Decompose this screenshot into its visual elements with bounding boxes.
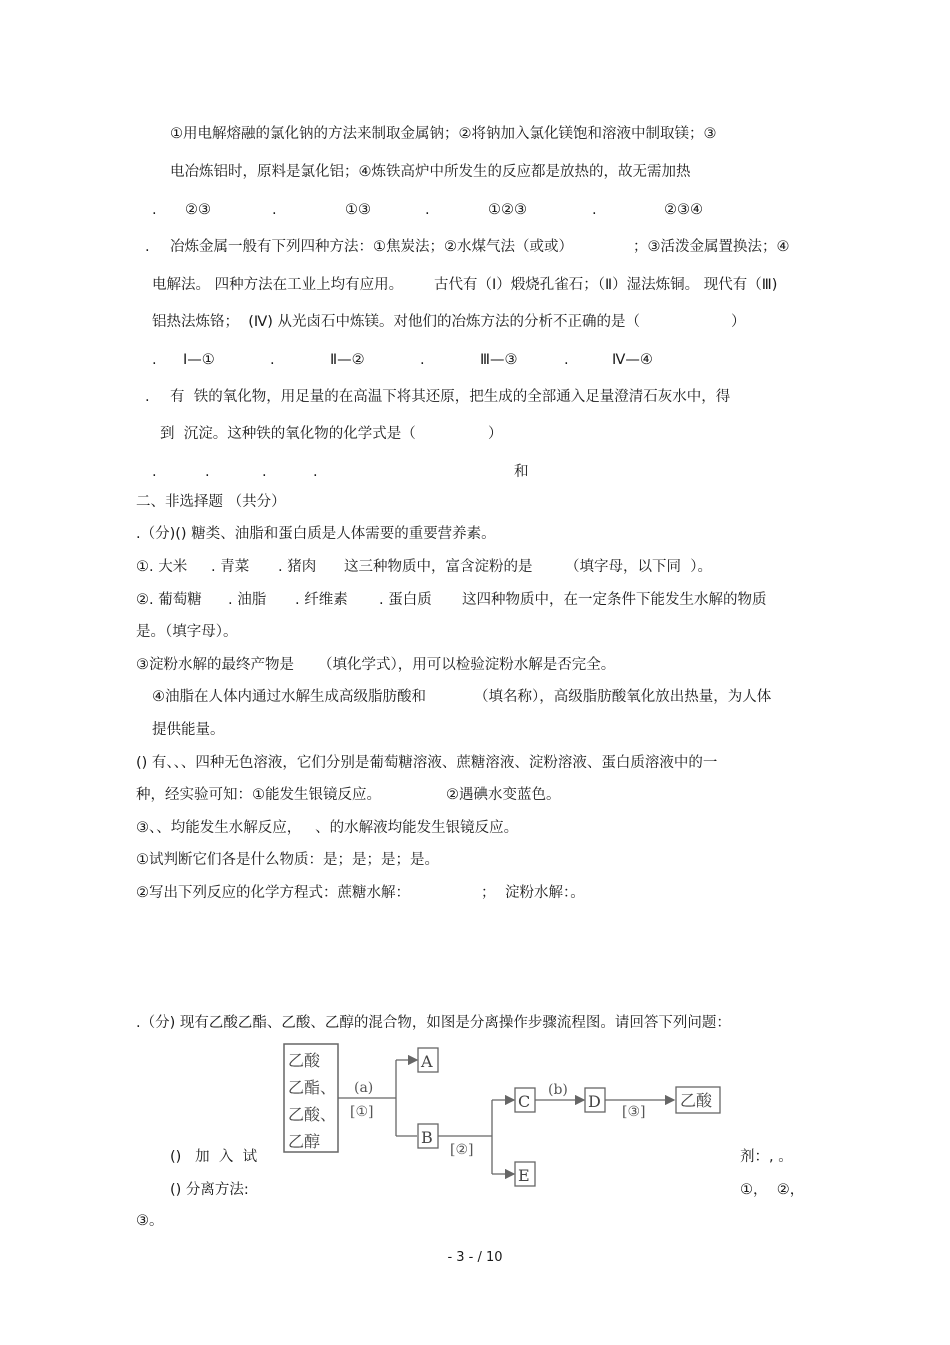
sub-q1-text: 这三种物质中，富含淀粉的是 [344, 559, 533, 575]
line-s2-q3-1b: 剂：, 。 [740, 1149, 793, 1165]
line-q-statements-2: 电冶炼铝时，原料是氯化铝；④炼铁高炉中所发生的反应都是放热的，故无需加热 [170, 164, 691, 180]
line-q2-2b: 古代有（Ⅰ）煅烧孔雀石；（Ⅱ）湿法炼铜。 现代有（Ⅲ) [434, 277, 778, 293]
option-d-text: 和 [514, 464, 529, 480]
page-number: - 3 - / 10 [447, 1250, 503, 1265]
line-s2-q3-intro: .（分) 现有乙酸乙酯、乙酸、乙醇的混合物，如图是分离操作步骤流程图。请回答下列问题： [136, 1015, 731, 1031]
sub-q4-cont: 提供能量。 [152, 722, 225, 738]
option-c-marker: . [425, 202, 430, 218]
sub-q1-item-b: . 青菜 [211, 559, 250, 575]
box-a-label: A [421, 1052, 433, 1071]
option-a-marker: . [152, 352, 157, 368]
line-q2-2a: 电解法。 四种方法在工业上均有应用。 [152, 277, 404, 293]
label-step-2: [②] [450, 1142, 474, 1158]
sub-q2-text: 这四种物质中，在一定条件下能发生水解的物质 [462, 592, 767, 608]
sub-q4-a: ④油脂在人体内通过水解生成高级脂肪酸和 [152, 689, 426, 705]
option-a-marker: . [152, 202, 157, 218]
box-c-label: C [518, 1092, 531, 1111]
sub-q2-item-c: . 纤维素 [295, 592, 348, 608]
line-s2-q2-5a: ②写出下列反应的化学方程式：蔗糖水解： [136, 885, 410, 901]
label-a: (a) [354, 1080, 374, 1096]
line-q2-1a: 冶炼金属一般有下列四种方法：①焦炭法；②水煤气法（或或） [170, 239, 573, 255]
line-q2-3a: 铝热法炼铬； (Ⅳ) 从光卤石中炼镁。对他们的冶炼方法的分析不正确的是（ [152, 314, 641, 330]
line-q3-2b: ） [488, 426, 503, 442]
sub-q2-item-a: ②. 葡萄糖 [136, 592, 202, 608]
sub-q3-a: ③淀粉水解的最终产物是 [136, 657, 294, 673]
sub-q1-item-a: ①. 大米 [136, 559, 188, 575]
sub-q2-item-b: . 油脂 [228, 592, 267, 608]
section-heading: 二、非选择题 （共分） [136, 494, 286, 510]
line-q-statements-1: ①用电解熔融的氯化钠的方法来制取金属钠；②将钠加入氯化镁饱和溶液中制取镁；③ [170, 126, 717, 142]
option-c-marker: . [420, 352, 425, 368]
line-q2-3b: ） [731, 314, 746, 330]
line-s2-q2-4: ①试判断它们各是什么物质：是；是；是；是。 [136, 852, 439, 868]
option-a-text: ②③ [185, 202, 211, 218]
box-b-label: B [421, 1128, 433, 1147]
option-d-marker: . [313, 464, 318, 480]
line-s2-q2-2a: 种，经实验可知：①能发生银镜反应。 [136, 787, 381, 803]
option-c-marker: . [262, 464, 267, 480]
line-s2-q1: .（分)() 糖类、油脂和蛋白质是人体需要的重要营养素。 [136, 526, 496, 542]
sub-q4-b: （填名称），高级脂肪酸氧化放出热量，为人体 [474, 689, 772, 705]
box-product-label: 乙酸 [680, 1091, 713, 1110]
option-d-marker: . [564, 352, 569, 368]
line-s2-q2-3: ③、、均能发生水解反应， 、的水解液均能发生银镜反应。 [136, 820, 519, 836]
q-number-marker: . [145, 389, 150, 405]
mixture-item-3: 乙酸、 [288, 1105, 337, 1124]
line-s2-q2-5c: 淀粉水解：。 [505, 885, 585, 901]
line-s2-q3-3: ③。 [136, 1213, 164, 1229]
option-d-text: ②③④ [664, 202, 703, 218]
label-step-3: [③] [622, 1104, 646, 1120]
label-b: (b) [548, 1082, 568, 1098]
line-s2-q3-1a: () 加 入 试 [170, 1149, 258, 1165]
option-b-marker: . [205, 464, 210, 480]
line-s2-q2-1: () 有、、、四种无色溶液，它们分别是葡萄糖溶液、蔗糖溶液、淀粉溶液、蛋白质溶液中的一 [136, 755, 718, 771]
line-q3-2a: 到 沉淀。这种铁的氧化物的化学式是（ [160, 426, 416, 442]
sub-q1-item-c: . 猪肉 [278, 559, 317, 575]
mixture-item-1: 乙酸 [288, 1051, 321, 1070]
line-s2-q3-2b: ①， ②， [740, 1182, 805, 1198]
q-number-marker: . [145, 239, 150, 255]
option-b-marker: . [270, 352, 275, 368]
option-b-text: ①③ [345, 202, 371, 218]
line-s2-q3-2a: () 分离方法: [170, 1182, 249, 1198]
sub-q3-b: （填化学式），用可以检验淀粉水解是否完全。 [318, 657, 616, 673]
option-d-text: Ⅳ—④ [612, 352, 653, 368]
option-a-marker: . [152, 464, 157, 480]
mixture-item-2: 乙酯、 [288, 1078, 337, 1097]
sub-q2-item-d: . 蛋白质 [379, 592, 432, 608]
option-d-marker: . [592, 202, 597, 218]
line-q2-1b: ；③活泼金属置换法；④ [633, 239, 790, 255]
line-s2-q2-5b: ； [481, 885, 496, 901]
option-b-marker: . [272, 202, 277, 218]
sub-q2-cont: 是。（填字母）。 [136, 624, 238, 640]
option-c-text: ①②③ [488, 202, 527, 218]
line-q3-1: 有 铁的氧化物，用足量的在高温下将其还原，把生成的全部通入足量澄清石灰水中，得 [170, 389, 731, 405]
box-e-label: E [518, 1166, 530, 1185]
option-b-text: Ⅱ—② [330, 352, 365, 368]
separation-flowchart [280, 1040, 740, 1190]
line-s2-q2-2b: ②遇碘水变蓝色。 [446, 787, 561, 803]
label-step-1: [①] [350, 1104, 374, 1120]
box-d-label: D [588, 1092, 601, 1111]
option-a-text: Ⅰ—① [183, 352, 215, 368]
option-c-text: Ⅲ—③ [480, 352, 518, 368]
sub-q1-note: （填字母，以下同 ）。 [565, 559, 712, 575]
mixture-item-4: 乙醇 [288, 1132, 321, 1151]
